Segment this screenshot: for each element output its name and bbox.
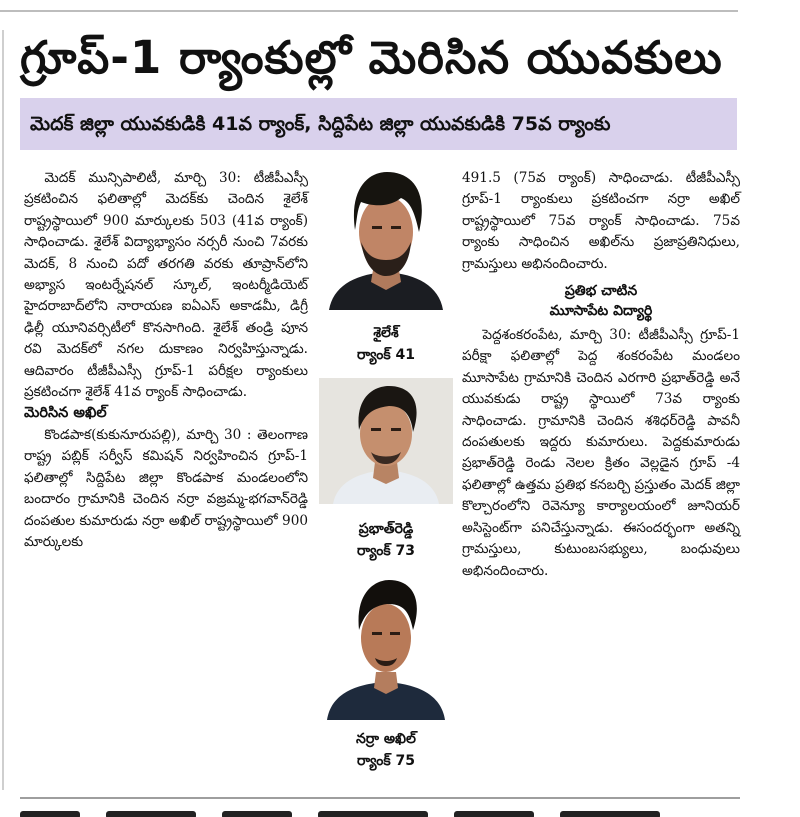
caption-name: నర్రా అఖిల్ xyxy=(356,731,416,747)
caption-shailesh xyxy=(316,322,456,366)
bottom-rule xyxy=(20,797,740,799)
caption-rank: ర్యాంక్ 75 xyxy=(357,753,415,769)
next-article-strip xyxy=(20,804,740,817)
column-rule-left xyxy=(2,30,4,790)
photo-narra-akhil xyxy=(319,572,453,720)
subheadline: మెదక్ జిల్లా యువకుడికి 41వ ర్యాంక్, సిద్దిపేట జిల్లా యువకుడికి 75వ ర్యాంకు xyxy=(30,113,611,135)
article-paragraph: మెదక్ మున్సిపాలిటీ, మార్చి 30: టీజీపీఎస్సీ ప్రకటించిన ఫలితాల్లో మెదక్‌కు చెందిన శైలేశ్ రాష్ట్రస్థాయిలో 900 మార్కులకు 503 (41వ ర్యాంక్) సాధించాడు. శైలేశ్ విద్యాభ్యాసం నర్సరీ నుంచి 7వరకు మెదక్, 8 నుంచి పదో తరగతి వరకు తూప్రాన్‌లోని అభ్యాస ఇంటర్నేషనల్ స్కూల్, ఇంటర్మీడియెట్ హైదరాబాద్‌లోని నారాయణ ఐఏఎస్ అకాడమీ, డిగ్రీ ఢిల్లీ యూనివర్సిటీలో కొనసాగింది. శైలేశ్ తండ్రి పూన రవి మెదక్‌లో నగల దుకాణం నిర్వహిస్తున్నాడు. ఆదివారం టీజీపీఎస్సీ గ్రూప్-1 పరీక్షల ర్యాంకులు ప్రకటించగా శైలేశ్ 41వ ర్యాంక్ సాధించాడు. xyxy=(24,170,308,401)
caption-narra-akhil xyxy=(316,728,456,772)
caption-rank: ర్యాంక్ 41 xyxy=(357,347,415,363)
section-subheading: మెరిసిన అఖిల్ xyxy=(24,405,107,422)
portrait-narra-akhil xyxy=(319,572,453,720)
subheading-line-1: ప్రతిభ చాటిన xyxy=(564,283,638,300)
caption-prabhath-reddy xyxy=(316,518,456,562)
photo-shailesh xyxy=(319,168,453,310)
article-paragraph: కొండపాక(కుకునూరుపల్లి), మార్చి 30 : తెలంగాణ రాష్ట్ర పబ్లిక్ సర్వీస్ కమిషన్ నిర్వహించిన గ్రూప్-1 ఫలితాల్లో సిద్దిపేట జిల్లా కొండపాక మండలంలోని బందారం గ్రామానికి చెందిన నర్రా వజ్రమ్మ-భగవాన్‌రెడ్డి దంపతుల కుమారుడు నర్రా అఖిల్ రాష్ట్రస్థాయిలో 900 మార్కులకు xyxy=(24,426,308,550)
subheading-line-2: మూసాపేట విద్యార్థి xyxy=(549,303,653,320)
top-rule xyxy=(0,10,738,12)
headline: గ్రూప్-1 ర్యాంకుల్లో మెరిసిన యువకులు xyxy=(20,31,723,84)
caption-name: శైలేశ్ xyxy=(373,325,399,341)
left-column xyxy=(24,168,308,553)
section-subheading xyxy=(462,281,740,321)
portrait-prabhath-reddy xyxy=(319,378,453,504)
caption-rank: ర్యాంక్ 73 xyxy=(357,543,415,559)
portrait-shailesh xyxy=(319,168,453,310)
article-paragraph: 491.5 (75వ ర్యాంక్) సాధించాడు. టీజీపీఎస్సీ గ్రూప్-1 ర్యాంకులు ప్రకటించగా నర్రా అఖిల్ రాష్ట్రస్థాయిలో 75వ ర్యాంక్ సాధించాడు. 75వ ర్యాంకు సాధించిన అఖిల్‌ను ప్రజాప్రతినిధులు, గ్రామస్తులు అభినందించారు. xyxy=(462,170,740,272)
caption-name: ప్రభాత్‌రెడ్డి xyxy=(358,521,414,537)
article-paragraph: పెద్దశంకరంపేట, మార్చి 30: టీజీపీఎస్సీ గ్రూప్-1 పరీక్షా ఫలితాల్లో పెద్ద శంకరంపేట మండలం మూసాపేట గ్రామానికి చెందిన ఎరగారి ప్రభాత్‌రెడ్డి అనే యువకుడు రాష్ట్ర స్థాయిలో 73వ ర్యాంకు సాధించాడు. గ్రామానికి చెందిన శశిధర్‌రెడ్డి పావనీ దంపతులకు ఇద్దరు కుమారులు. పెద్దకుమారుడు ప్రభాత్‌రెడ్డి రెండు నెలల క్రితం వెల్లడైన గ్రూప్ -4 ఫలితాల్లో ఉత్తమ ప్రతిభ కనబర్చి ప్రస్తుతం మెదక్ జిల్లా కొల్చారంలోని రెవెన్యూ కార్యాలయంలో జూనియర్ అసిస్టెంట్‌గా పనిచేస్తున్నాడు. ఈసందర్భంగా అతన్ని గ్రామస్తులు, కుటుంబసభ్యులు, బంధువులు అభినందించారు. xyxy=(462,327,740,579)
photo-prabhath-reddy xyxy=(319,378,453,504)
right-column xyxy=(462,168,740,582)
